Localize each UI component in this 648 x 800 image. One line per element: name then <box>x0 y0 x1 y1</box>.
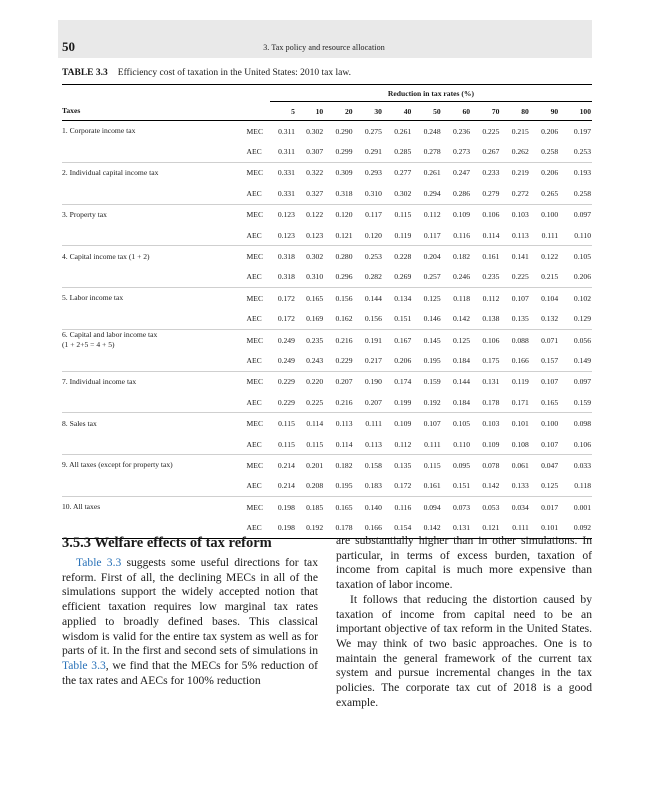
table-caption-text: Efficiency cost of taxation in the United States: 2010 tax law. <box>117 68 351 78</box>
table-cell: 0.311 <box>278 126 295 136</box>
table-cell: 0.097 <box>559 371 592 392</box>
measure-type: MEC <box>241 371 270 392</box>
table-cell: 0.117 <box>423 230 441 240</box>
table-cell: 0.151 <box>394 314 412 324</box>
table-cell: 0.001 <box>559 497 592 518</box>
table-cell: 0.144 <box>442 371 471 392</box>
table-cell: 0.118 <box>574 481 591 491</box>
table-row <box>62 162 592 183</box>
table-cell: 0.171 <box>511 397 529 407</box>
table-cell: 0.195 <box>335 481 353 491</box>
table-cell: 0.161 <box>471 246 500 267</box>
table-row <box>62 246 592 267</box>
table-cell: 0.100 <box>530 204 559 225</box>
table-cell: 0.166 <box>511 355 529 365</box>
table-cell: 0.257 <box>423 272 441 282</box>
measure-type: MEC <box>241 413 270 434</box>
section-title: 3.5.3 Welfare effects of tax reform <box>62 535 272 551</box>
column-header-rate: 20 <box>344 106 353 116</box>
table-cell: 0.193 <box>559 162 592 183</box>
measure-type: AEC <box>246 272 262 282</box>
table-cell: 0.182 <box>442 246 471 267</box>
table-cell: 0.157 <box>541 355 559 365</box>
table-cell: 0.208 <box>306 481 324 491</box>
table-cell: 0.318 <box>277 272 295 282</box>
table-cell: 0.017 <box>530 497 559 518</box>
table-cell: 0.229 <box>270 371 296 392</box>
column-header-rate: 70 <box>491 106 500 116</box>
measure-type: MEC <box>246 126 264 136</box>
table-row <box>62 288 592 309</box>
table-cell: 0.114 <box>482 230 500 240</box>
table-cell: 0.132 <box>541 314 559 324</box>
table-cell: 0.167 <box>383 329 412 350</box>
table-cell: 0.178 <box>335 523 353 533</box>
table-cell: 0.249 <box>270 329 296 350</box>
table-cell: 0.331 <box>277 188 295 198</box>
table-cell: 0.253 <box>573 147 591 157</box>
table-cell: 0.243 <box>306 355 324 365</box>
table-cell: 0.206 <box>394 355 412 365</box>
column-header-taxes: Taxes <box>62 106 81 116</box>
table-cell: 0.216 <box>335 397 353 407</box>
table-caption-label: TABLE 3.3 <box>62 68 108 78</box>
table-cell: 0.123 <box>270 204 296 225</box>
tax-name: 9. All taxes (except for property tax) <box>62 460 173 470</box>
table-cell: 0.206 <box>573 272 591 282</box>
table-cell: 0.267 <box>482 147 500 157</box>
table-cell: 0.165 <box>541 397 559 407</box>
tax-name: 8. Sales tax <box>62 418 97 428</box>
table-cell: 0.183 <box>364 481 382 491</box>
table-cell: 0.105 <box>442 413 471 434</box>
table-row <box>62 267 592 288</box>
table-cell: 0.125 <box>412 288 441 309</box>
table-cell: 0.184 <box>452 397 471 407</box>
table-cell: 0.228 <box>383 246 412 267</box>
table-cell: 0.071 <box>530 329 559 350</box>
table-cell: 0.122 <box>296 204 324 225</box>
table-cell: 0.182 <box>324 455 353 476</box>
table-cell: 0.214 <box>270 455 296 476</box>
table-row <box>62 476 592 497</box>
table-cell: 0.172 <box>277 314 295 324</box>
table-cell: 0.106 <box>471 329 500 350</box>
table-cell: 0.111 <box>541 230 559 240</box>
table-cell: 0.207 <box>324 371 353 392</box>
table-cell: 0.174 <box>383 371 412 392</box>
table-cell: 0.106 <box>573 439 591 449</box>
table-cell: 0.113 <box>511 230 529 240</box>
right-column <box>336 534 592 710</box>
table-cell: 0.191 <box>354 329 383 350</box>
table-cell: 0.192 <box>423 397 441 407</box>
tax-name: 4. Capital income tax (1 + 2) <box>62 251 150 261</box>
table-cell: 0.162 <box>335 314 353 324</box>
table-cell: 0.109 <box>383 413 412 434</box>
table-cell: 0.140 <box>354 497 383 518</box>
table-reference-link[interactable]: Table 3.3 <box>76 556 122 569</box>
table-cell: 0.258 <box>573 188 591 198</box>
table-cell: 0.078 <box>471 455 500 476</box>
table-cell: 0.121 <box>482 523 500 533</box>
table-cell: 0.331 <box>270 162 296 183</box>
table-cell: 0.246 <box>452 272 471 282</box>
right-paragraph-1: are substantially higher than in other simulations. In particular, in terms of excess burden, taxation of income from capital is much more expensive than taxation of labor income. <box>336 534 592 592</box>
table-cell: 0.053 <box>471 497 500 518</box>
table-cell: 0.322 <box>296 162 324 183</box>
measure-type: AEC <box>246 523 262 533</box>
table-cell: 0.033 <box>559 455 592 476</box>
column-header-rate: 10 <box>315 106 324 116</box>
table-cell: 0.247 <box>442 162 471 183</box>
table-cell: 0.105 <box>559 246 592 267</box>
table-cell: 0.307 <box>306 147 324 157</box>
column-header-rate: 80 <box>521 106 529 116</box>
measure-type: MEC <box>241 288 270 309</box>
measure-type: MEC <box>241 162 270 183</box>
table-cell: 0.206 <box>541 126 559 136</box>
table-cell: 0.197 <box>573 126 591 136</box>
table-cell: 0.115 <box>383 204 412 225</box>
table-cell: 0.299 <box>335 147 353 157</box>
table-cell: 0.118 <box>442 288 471 309</box>
table-cell: 0.061 <box>500 455 529 476</box>
column-header-rate: 90 <box>550 106 559 116</box>
measure-type: AEC <box>246 355 262 365</box>
tax-name: 7. Individual income tax <box>62 376 137 386</box>
table-cell: 0.262 <box>511 147 529 157</box>
table-row <box>62 204 592 225</box>
column-header-rate: 40 <box>403 106 412 116</box>
table-row <box>62 329 592 350</box>
tax-name: 3. Property tax <box>62 209 107 219</box>
table-cell: 0.144 <box>354 288 383 309</box>
table-cell: 0.225 <box>511 272 529 282</box>
table-cell: 0.114 <box>335 439 353 449</box>
table-cell: 0.190 <box>354 371 383 392</box>
table-cell: 0.269 <box>394 272 412 282</box>
table-cell: 0.310 <box>364 188 382 198</box>
table-cell: 0.285 <box>394 147 412 157</box>
measure-type: AEC <box>246 188 262 198</box>
table-row <box>62 497 592 518</box>
table-cell: 0.120 <box>364 230 382 240</box>
table-cell: 0.249 <box>277 355 295 365</box>
table-cell: 0.119 <box>500 371 529 392</box>
table-row <box>62 371 592 392</box>
table-cell: 0.248 <box>423 126 441 136</box>
table-cell: 0.056 <box>559 329 592 350</box>
table-cell: 0.142 <box>452 314 471 324</box>
table-cell: 0.159 <box>412 371 441 392</box>
table-cell: 0.178 <box>482 397 500 407</box>
table-cell: 0.327 <box>306 188 324 198</box>
table-cell: 0.107 <box>500 288 529 309</box>
page-number: 50 <box>62 39 75 54</box>
table-cell: 0.286 <box>452 188 471 198</box>
table-row <box>62 309 592 330</box>
tax-name: 5. Labor income tax <box>62 293 124 303</box>
table-cell: 0.122 <box>530 246 559 267</box>
table-cell: 0.172 <box>394 481 412 491</box>
table-cell: 0.116 <box>383 497 412 518</box>
table-cell: 0.034 <box>500 497 529 518</box>
tax-name: 2. Individual capital income tax <box>62 167 159 177</box>
table-cell: 0.172 <box>270 288 296 309</box>
table-cell: 0.125 <box>541 481 559 491</box>
table-cell: 0.258 <box>541 147 559 157</box>
table-cell: 0.318 <box>270 246 296 267</box>
left-paragraph: Table 3.3 suggests some useful directions for tax reform. First of all, the declining MECs in all of the simulations support the widely accepted notion that efficient taxation requires low marginal tax rates applied to broadly defined bases. This classical wisdom is valid for the entire tax system as well as for parts of it. In the first and second sets of simulations in Table 3.3, we find that the MECs for 5% reduction of the tax rates and AECs for 100% reduction <box>62 556 318 687</box>
table-cell: 0.114 <box>296 413 324 434</box>
table-cell: 0.129 <box>573 314 591 324</box>
measure-type: MEC <box>241 455 270 476</box>
measure-type: MEC <box>241 204 270 225</box>
table-cell: 0.116 <box>453 230 471 240</box>
table-cell: 0.159 <box>573 397 591 407</box>
table-cell: 0.201 <box>296 455 324 476</box>
table-cell: 0.216 <box>324 329 353 350</box>
table-cell: 0.279 <box>482 188 500 198</box>
table-cell: 0.206 <box>530 162 559 183</box>
table-cell: 0.184 <box>452 355 471 365</box>
table-cell: 0.296 <box>335 272 353 282</box>
measure-type: AEC <box>246 397 262 407</box>
table-cell: 0.125 <box>442 329 471 350</box>
table-cell: 0.131 <box>452 523 471 533</box>
table-cell: 0.290 <box>335 126 353 136</box>
table-cell: 0.113 <box>365 439 382 449</box>
table-cell: 0.133 <box>511 481 529 491</box>
measure-type: AEC <box>246 439 262 449</box>
table-row <box>62 350 592 371</box>
table-cell: 0.141 <box>500 246 529 267</box>
table-cell: 0.265 <box>541 188 559 198</box>
table-caption <box>62 68 351 78</box>
table-row <box>62 225 592 246</box>
table-cell: 0.302 <box>306 126 324 136</box>
table-cell: 0.311 <box>278 147 295 157</box>
table-cell: 0.192 <box>306 523 324 533</box>
table-cell: 0.073 <box>442 497 471 518</box>
table-cell: 0.280 <box>324 246 353 267</box>
table-cell: 0.094 <box>412 497 441 518</box>
column-header-rate: 30 <box>374 106 382 116</box>
table-cell: 0.235 <box>296 329 324 350</box>
table-cell: 0.215 <box>541 272 559 282</box>
efficiency-cost-table <box>62 84 592 539</box>
column-header-rate: 100 <box>579 106 591 116</box>
table-cell: 0.138 <box>482 314 500 324</box>
measure-type: AEC <box>246 481 262 491</box>
tax-name-detail: (1 + 2+5 = 4 + 5) <box>62 340 115 350</box>
table-cell: 0.123 <box>277 230 295 240</box>
table-cell: 0.107 <box>541 439 559 449</box>
table-cell: 0.088 <box>500 329 529 350</box>
table-cell: 0.198 <box>277 523 295 533</box>
table-cell: 0.207 <box>364 397 382 407</box>
right-paragraph-2: It follows that reducing the distortion caused by taxation of income from capital need to be an important objective of tax reform in the United States. We may think of two basic approaches. One is to maintain the general framework of the current tax system and pursue incremental changes in the tax policies. The corporate tax cut of 2018 is a good example. <box>336 592 592 709</box>
table-cell: 0.103 <box>471 413 500 434</box>
table-cell: 0.165 <box>324 497 353 518</box>
table-cell: 0.119 <box>394 230 412 240</box>
table-cell: 0.261 <box>394 126 412 136</box>
table-cell: 0.110 <box>453 439 471 449</box>
table-cell: 0.229 <box>335 355 353 365</box>
table-row <box>62 121 592 142</box>
table-cell: 0.095 <box>442 455 471 476</box>
table-row <box>62 434 592 455</box>
table-cell: 0.235 <box>482 272 500 282</box>
table-cell: 0.104 <box>530 288 559 309</box>
table-cell: 0.142 <box>423 523 441 533</box>
table-cell: 0.109 <box>442 204 471 225</box>
tax-name: 10. All taxes <box>62 502 101 512</box>
table-cell: 0.293 <box>354 162 383 183</box>
table-cell: 0.047 <box>530 455 559 476</box>
table-cell: 0.092 <box>573 523 591 533</box>
table-cell: 0.282 <box>364 272 382 282</box>
table-cell: 0.219 <box>500 162 529 183</box>
table-cell: 0.101 <box>500 413 529 434</box>
table-cell: 0.108 <box>511 439 529 449</box>
table-cell: 0.115 <box>278 439 295 449</box>
running-head: 3. Tax policy and resource allocation <box>263 43 385 52</box>
table-cell: 0.302 <box>394 188 412 198</box>
table-cell: 0.123 <box>306 230 324 240</box>
header-band <box>58 20 592 58</box>
table-row <box>62 392 592 413</box>
table-row <box>62 455 592 476</box>
table-cell: 0.278 <box>423 147 441 157</box>
table-cell: 0.214 <box>277 481 295 491</box>
tax-name: 1. Corporate income tax <box>62 126 136 136</box>
table-cell: 0.115 <box>270 413 296 434</box>
table-cell: 0.102 <box>559 288 592 309</box>
table-cell: 0.100 <box>530 413 559 434</box>
table-cell: 0.261 <box>412 162 441 183</box>
table-cell: 0.107 <box>412 413 441 434</box>
measure-type: AEC <box>246 230 262 240</box>
table-cell: 0.215 <box>511 126 529 136</box>
column-header-rate: 60 <box>462 106 471 116</box>
table-cell: 0.149 <box>573 355 591 365</box>
measure-type: MEC <box>241 329 270 350</box>
table-cell: 0.111 <box>424 439 441 449</box>
table-row <box>62 183 592 204</box>
group-header: Reduction in tax rates (%) <box>270 85 592 102</box>
table-cell: 0.272 <box>511 188 529 198</box>
table-cell: 0.294 <box>423 188 441 198</box>
table-cell: 0.111 <box>354 413 383 434</box>
table-cell: 0.112 <box>471 288 500 309</box>
table-cell: 0.161 <box>423 481 441 491</box>
table-cell: 0.277 <box>383 162 412 183</box>
table-cell: 0.275 <box>364 126 382 136</box>
table-cell: 0.233 <box>471 162 500 183</box>
table-cell: 0.225 <box>482 126 500 136</box>
table-cell: 0.236 <box>452 126 471 136</box>
measure-type: AEC <box>246 147 262 157</box>
table-cell: 0.131 <box>471 371 500 392</box>
table-cell: 0.146 <box>423 314 441 324</box>
table-cell: 0.220 <box>296 371 324 392</box>
left-column <box>62 556 318 688</box>
table-cell: 0.169 <box>306 314 324 324</box>
table-cell: 0.273 <box>452 147 471 157</box>
table-cell: 0.154 <box>394 523 412 533</box>
table-cell: 0.175 <box>482 355 500 365</box>
table-cell: 0.166 <box>364 523 382 533</box>
table-cell: 0.158 <box>354 455 383 476</box>
column-header-rate: 5 <box>291 106 295 116</box>
table-cell: 0.229 <box>277 397 295 407</box>
table-cell: 0.115 <box>306 439 324 449</box>
table-row <box>62 413 592 434</box>
table-cell: 0.112 <box>412 204 441 225</box>
tax-name: 6. Capital and labor income tax <box>62 330 158 340</box>
table-cell: 0.198 <box>270 497 296 518</box>
table-cell: 0.145 <box>412 329 441 350</box>
table-cell: 0.225 <box>306 397 324 407</box>
table-row <box>62 141 592 162</box>
table-cell: 0.156 <box>364 314 382 324</box>
table-cell: 0.291 <box>364 147 382 157</box>
table-cell: 0.142 <box>482 481 500 491</box>
table-cell: 0.098 <box>559 413 592 434</box>
table-cell: 0.309 <box>324 162 353 183</box>
table-cell: 0.115 <box>412 455 441 476</box>
table-cell: 0.253 <box>354 246 383 267</box>
table-cell: 0.112 <box>394 439 412 449</box>
table-cell: 0.110 <box>574 230 591 240</box>
table-cell: 0.107 <box>530 371 559 392</box>
measure-type: AEC <box>246 314 262 324</box>
table-cell: 0.318 <box>335 188 353 198</box>
table-cell: 0.106 <box>471 204 500 225</box>
table-cell: 0.165 <box>296 288 324 309</box>
table-cell: 0.117 <box>354 204 383 225</box>
table-cell: 0.101 <box>541 523 559 533</box>
column-header-rate: 50 <box>433 106 441 116</box>
table-cell: 0.199 <box>394 397 412 407</box>
table-cell: 0.120 <box>324 204 353 225</box>
table-reference-link-2[interactable]: Table 3.3 <box>62 658 106 672</box>
measure-type: MEC <box>241 497 270 518</box>
table-cell: 0.195 <box>423 355 441 365</box>
table-cell: 0.103 <box>500 204 529 225</box>
table-cell: 0.135 <box>511 314 529 324</box>
table-cell: 0.097 <box>559 204 592 225</box>
table-cell: 0.113 <box>324 413 353 434</box>
table-cell: 0.109 <box>482 439 500 449</box>
table-cell: 0.121 <box>335 230 353 240</box>
table-cell: 0.310 <box>306 272 324 282</box>
table-cell: 0.204 <box>412 246 441 267</box>
measure-type: MEC <box>241 246 270 267</box>
table-cell: 0.151 <box>452 481 471 491</box>
table-cell: 0.185 <box>296 497 324 518</box>
table-cell: 0.217 <box>364 355 382 365</box>
table-cell: 0.134 <box>383 288 412 309</box>
table-cell: 0.156 <box>324 288 353 309</box>
table-cell: 0.302 <box>296 246 324 267</box>
table-cell: 0.135 <box>383 455 412 476</box>
table-cell: 0.111 <box>512 523 529 533</box>
